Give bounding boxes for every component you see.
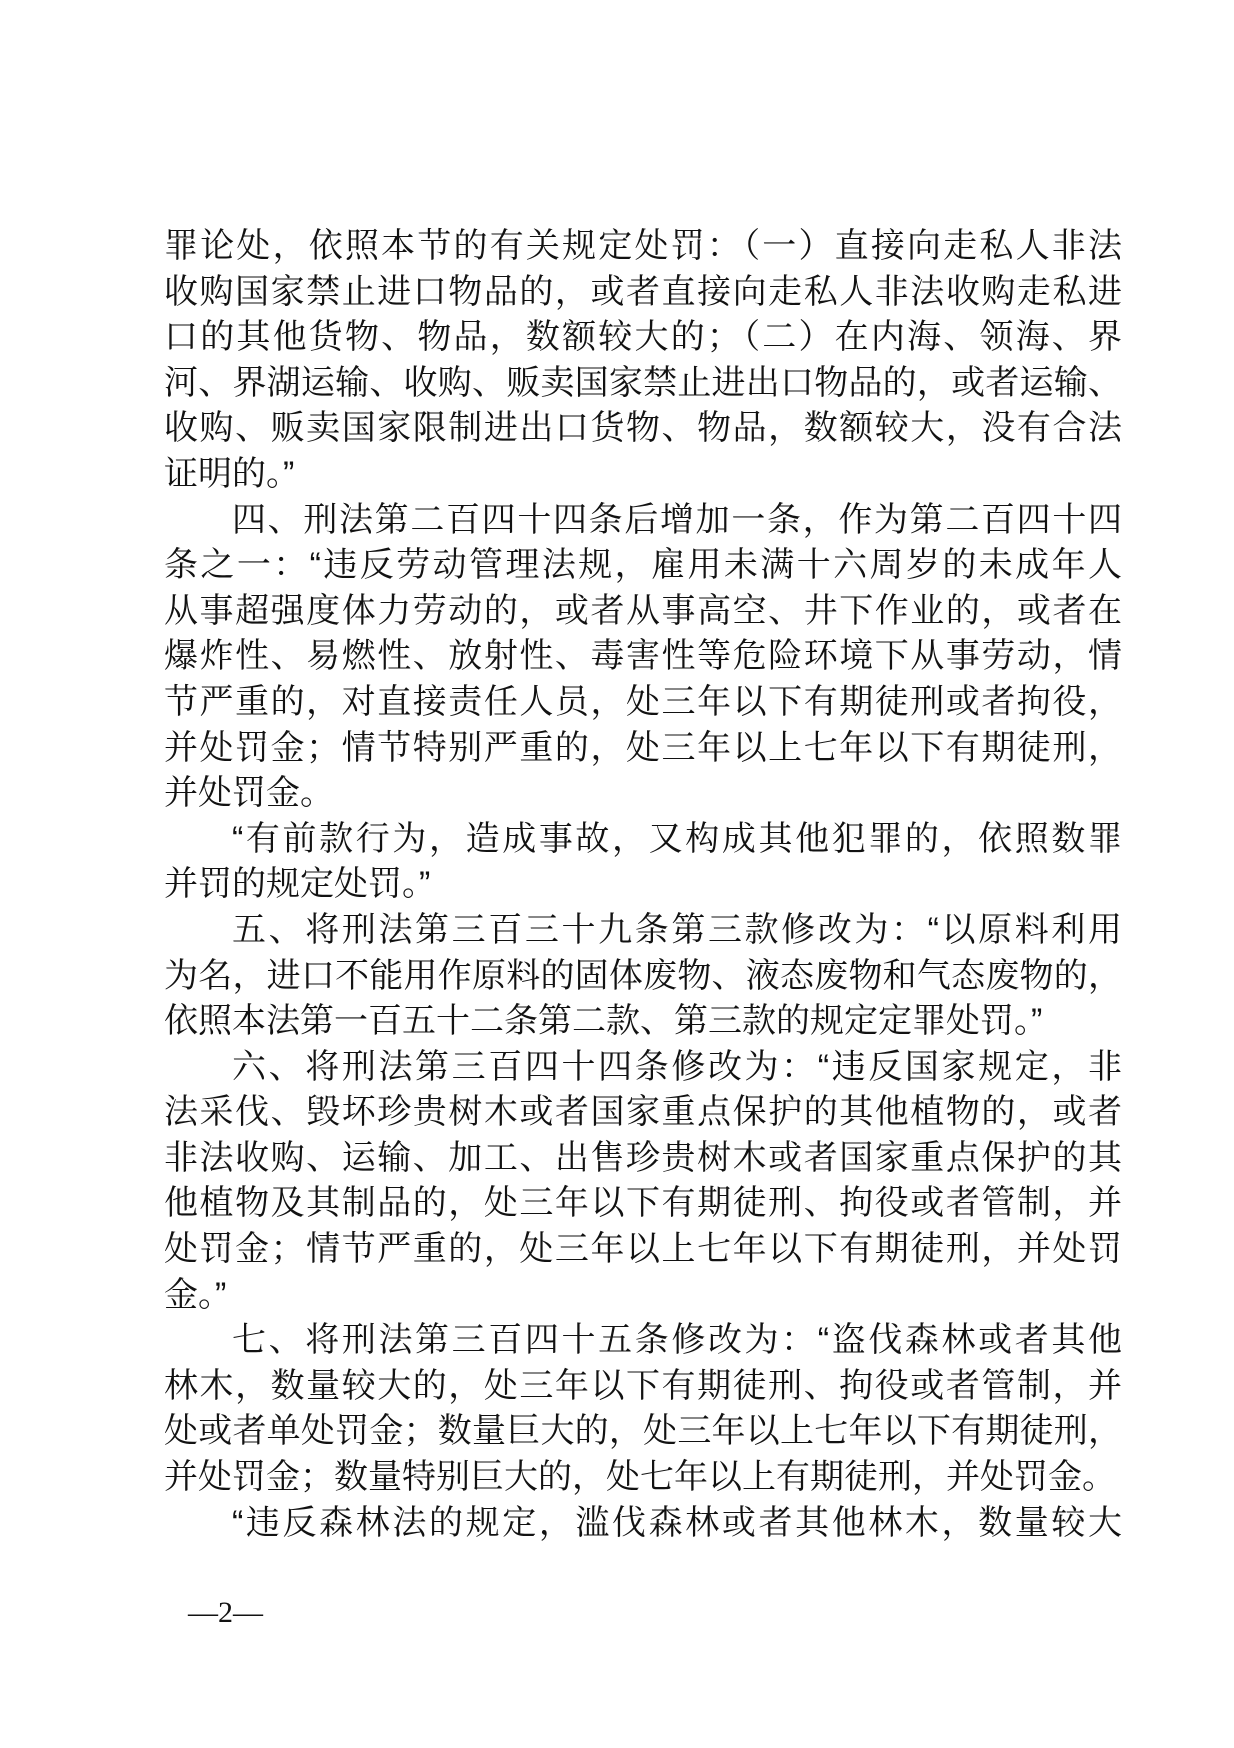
page-number: —2— — [188, 1596, 263, 1629]
text-line: 依照本法第一百五十二条第二款、第三款的规定定罪处罚。” — [164, 1002, 1043, 1041]
text-line: 口的其他货物、物品，数额较大的；（二）在内海、领海、界 — [164, 318, 1122, 357]
text-line: 从事超强度体力劳动的，或者从事高空、井下作业的，或者在 — [164, 591, 1122, 630]
text-line: 证明的。” — [164, 454, 295, 493]
text-line: 处或者单处罚金；数量巨大的，处三年以上七年以下有期徒刑， — [164, 1412, 1122, 1451]
text-line: 为名，进口不能用作原料的固体废物、液态废物和气态废物的， — [164, 956, 1122, 995]
text-line: 并罚的规定处罚。” — [164, 865, 431, 904]
text-line: 并处罚金。 — [164, 774, 334, 813]
text-line: 非法收购、运输、加工、出售珍贵树木或者国家重点保护的其 — [164, 1138, 1122, 1177]
text-line: 处罚金；情节严重的，处三年以上七年以下有期徒刑，并处罚 — [164, 1230, 1122, 1269]
text-line: 收购、贩卖国家限制进出口货物、物品，数额较大，没有合法 — [164, 409, 1122, 448]
text-line: 条之一：“违反劳动管理法规，雇用未满十六周岁的未成年人 — [164, 546, 1122, 585]
text-line: 罪论处，依照本节的有关规定处罚：（一）直接向走私人非法 — [164, 227, 1122, 265]
text-line: 法采伐、毁坏珍贵树木或者国家重点保护的其他植物的，或者 — [164, 1093, 1122, 1132]
text-line: 节严重的，对直接责任人员，处三年以下有期徒刑或者拘役， — [164, 682, 1122, 721]
text-line: 五、将刑法第三百三十九条第三款修改为：“以原料利用 — [232, 910, 1122, 949]
text-line: “有前款行为，造成事故，又构成其他犯罪的，依照数罪 — [232, 819, 1122, 858]
text-line: 收购国家禁止进口物品的，或者直接向走私人非法收购走私进 — [164, 272, 1122, 311]
body-text-block — [164, 224, 1122, 1546]
text-line: 六、将刑法第三百四十四条修改为：“违反国家规定，非 — [232, 1047, 1122, 1086]
text-line: 爆炸性、易燃性、放射性、毒害性等危险环境下从事劳动，情 — [164, 637, 1122, 676]
text-line: 四、刑法第二百四十四条后增加一条，作为第二百四十四 — [232, 500, 1122, 539]
text-line: 河、界湖运输、收购、贩卖国家禁止进出口物品的，或者运输、 — [164, 363, 1122, 402]
text-line: “违反森林法的规定，滥伐森林或者其他林木，数量较大 — [232, 1503, 1122, 1542]
text-line: 林木，数量较大的，处三年以下有期徒刑、拘役或者管制，并 — [164, 1366, 1122, 1405]
text-line: 七、将刑法第三百四十五条修改为：“盗伐森林或者其他 — [232, 1321, 1122, 1360]
text-line: 他植物及其制品的，处三年以下有期徒刑、拘役或者管制，并 — [164, 1184, 1122, 1223]
text-line: 并处罚金；数量特别巨大的，处七年以上有期徒刑，并处罚金。 — [164, 1458, 1116, 1497]
text-line: 金。” — [164, 1275, 227, 1314]
text-line: 并处罚金；情节特别严重的，处三年以上七年以下有期徒刑， — [164, 728, 1122, 767]
